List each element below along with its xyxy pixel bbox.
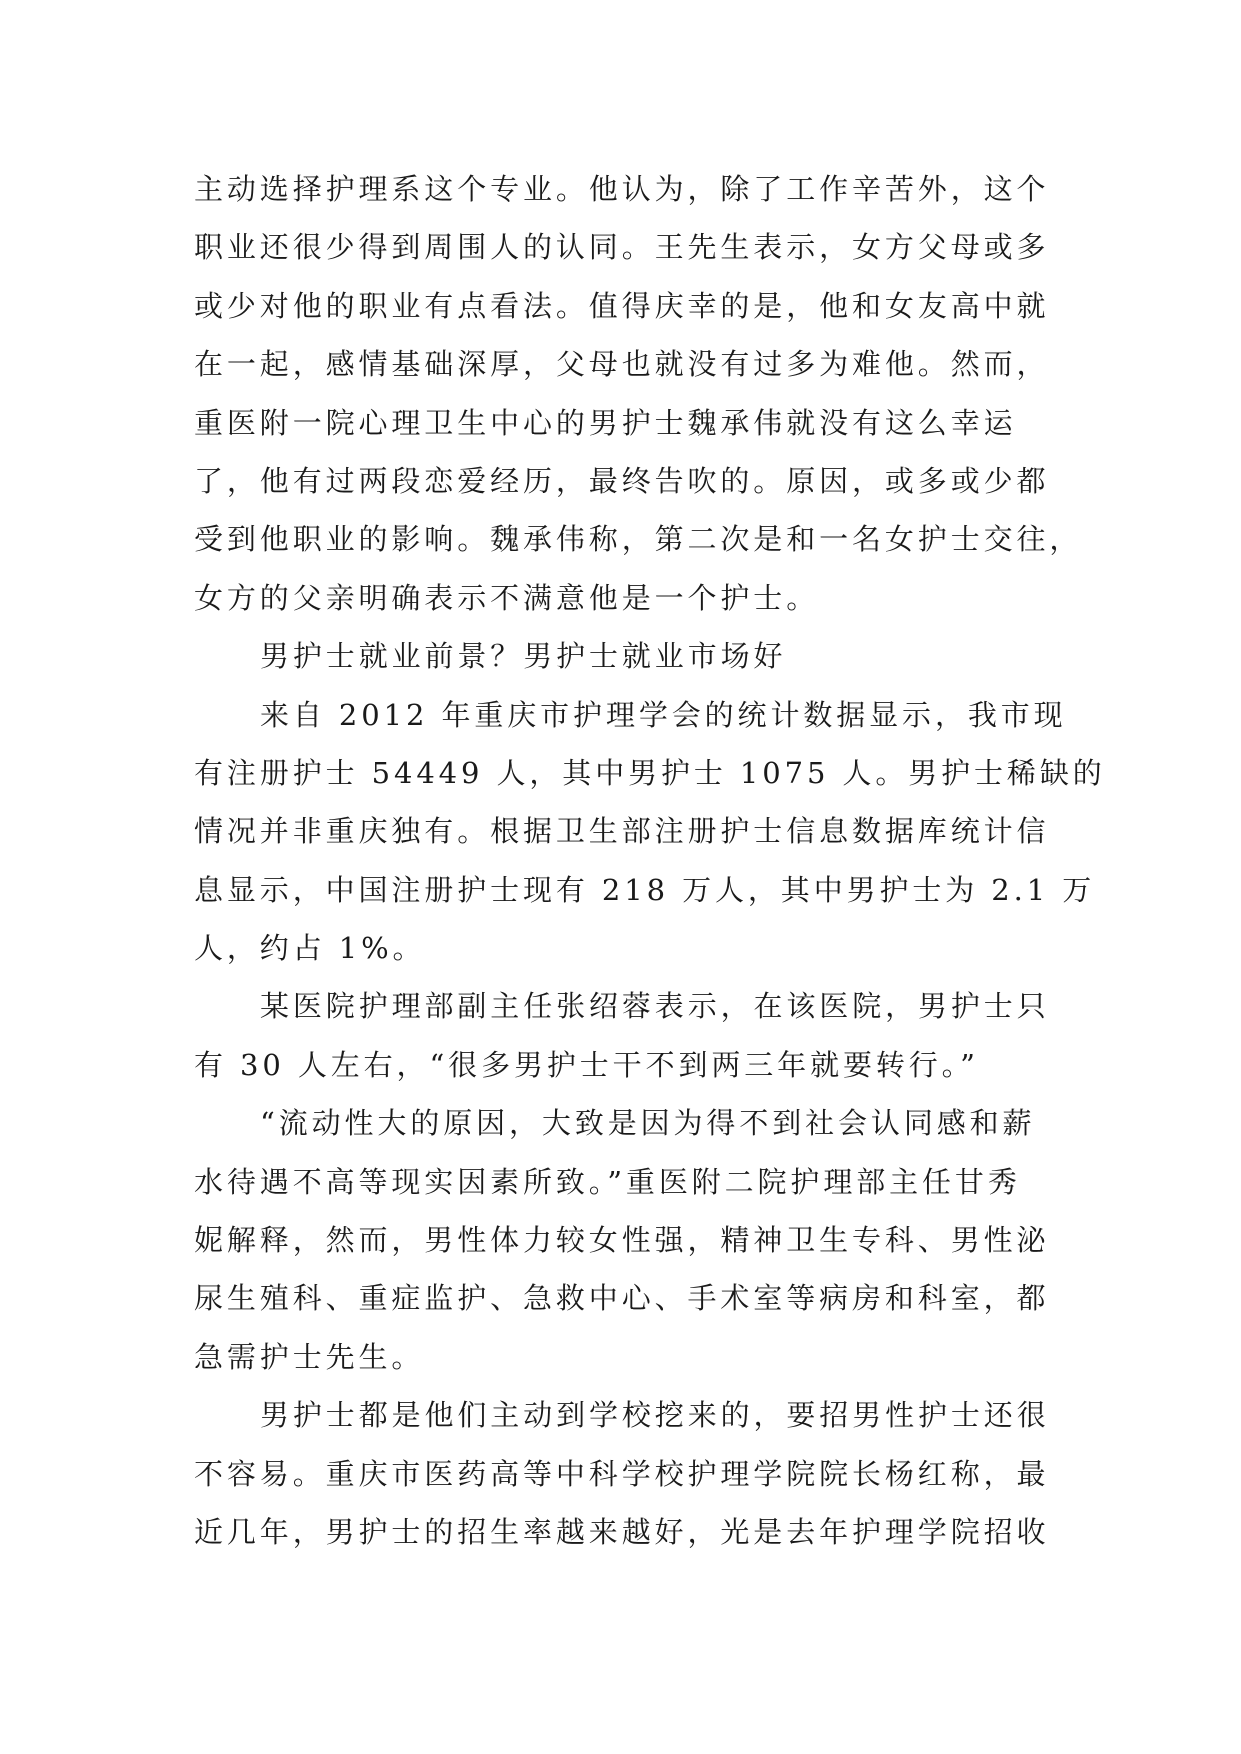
text-line: “流动性大的原因，大致是因为得不到社会认同感和薪	[260, 1106, 1036, 1141]
text-line: 妮解释，然而，男性体力较女性强，精神卫生专科、男性泌	[194, 1223, 1050, 1258]
text-line: 重医附一院心理卫生中心的男护士魏承伟就没有这么幸运	[194, 405, 1017, 440]
text-line: 急需护士先生。	[194, 1339, 425, 1374]
text-line: 在一起，感情基础深厚，父母也就没有过多为难他。然而，	[194, 347, 1050, 382]
text-line: 水待遇不高等现实因素所致。”重医附二院护理部主任甘秀	[194, 1164, 1021, 1199]
text-line: 职业还很少得到周围人的认同。王先生表示，女方父母或多	[194, 230, 1050, 265]
text-line: 某医院护理部副主任张绍蓉表示，在该医院，男护士只	[260, 989, 1050, 1024]
text-line: 有 30 人左右，“很多男护士干不到两三年就要转行。”	[194, 1047, 979, 1082]
text-line: 人，约占 1%。	[194, 931, 426, 966]
text-line: 受到他职业的影响。魏承伟称，第二次是和一名女护士交往，	[194, 522, 1083, 557]
text-line: 主动选择护理系这个专业。他认为，除了工作辛苦外，这个	[194, 172, 1050, 206]
text-line: 或少对他的职业有点看法。值得庆幸的是，他和女友高中就	[194, 288, 1050, 323]
section-heading: 男护士就业前景？男护士就业市场好	[260, 639, 787, 674]
text-line: 情况并非重庆独有。根据卫生部注册护士信息数据库统计信	[194, 814, 1050, 849]
text-line: 息显示，中国注册护士现有 218 万人，其中男护士为 2.1 万	[194, 872, 1096, 907]
text-line: 来自 2012 年重庆市护理学会的统计数据显示，我市现	[260, 697, 1067, 732]
text-line: 男护士都是他们主动到学校挖来的，要招男性护士还很	[260, 1398, 1050, 1433]
text-line: 近几年，男护士的招生率越来越好，光是去年护理学院招收	[194, 1514, 1050, 1549]
text-line: 女方的父亲明确表示不满意他是一个护士。	[194, 580, 820, 615]
text-line: 不容易。重庆市医药高等中科学校护理学院院长杨红称，最	[194, 1456, 1050, 1491]
text-line: 有注册护士 54449 人，其中男护士 1075 人。男护士稀缺的	[194, 755, 1106, 790]
text-line: 尿生殖科、重症监护、急救中心、手术室等病房和科室，都	[194, 1281, 1050, 1316]
body-text	[194, 160, 1106, 1561]
text-line: 了，他有过两段恋爱经历，最终告吹的。原因，或多或少都	[194, 463, 1050, 498]
